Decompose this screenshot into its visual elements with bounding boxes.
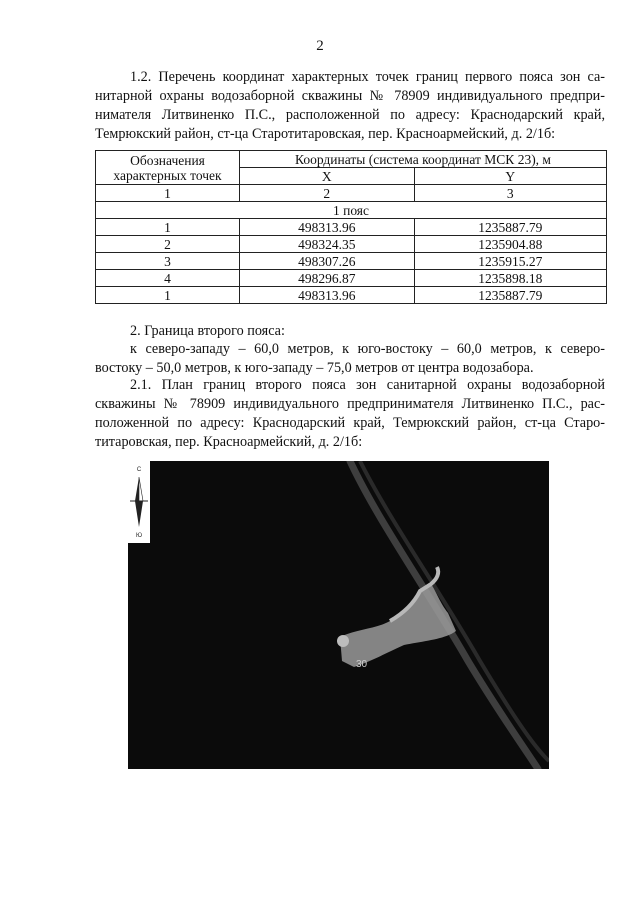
- point-cell: 3: [96, 253, 240, 270]
- table-row: [96, 270, 607, 287]
- x-cell: 498324.35: [240, 236, 415, 253]
- point-cell: 1: [96, 219, 240, 236]
- map-label: 30: [356, 659, 368, 670]
- paragraph-line: положенной по адресу: Краснодарский край, Темрюкский район, ст-ца Старо-: [95, 415, 605, 431]
- section-1-2-paragraph: [95, 68, 605, 144]
- compass-south-label: Ю: [135, 533, 143, 539]
- header-point-designations: Обозначения характерных точек: [96, 151, 240, 185]
- y-cell: 1235887.79: [414, 287, 606, 304]
- section-2-1-paragraph: [95, 376, 605, 452]
- x-cell: 498313.96: [240, 287, 415, 304]
- x-cell: 498307.26: [240, 253, 415, 270]
- paragraph-line: Темрюкский район, ст-ца Старотитаровская, пер. Красноармейский, д. 2/1б:: [95, 126, 556, 142]
- paragraph-line: нитарной охраны водозаборной скважины № 78909 индивидуального предпри-: [95, 88, 605, 104]
- paragraph-line: к северо-западу – 60,0 метров, к юго-востоку – 60,0 метров, к северо-: [130, 341, 605, 357]
- paragraph-line: востоку – 50,0 метров, к юго-западу – 75,0 метров от центра водозабора.: [95, 360, 534, 376]
- page-number: 2: [316, 38, 324, 54]
- paragraph-line: 2.1. План границ второго пояса зон санитарной охраны водозаборной: [130, 377, 605, 393]
- well-point-icon: [337, 635, 349, 647]
- paragraph-line: титаровская, пер. Красноармейский, д. 2/1б:: [95, 434, 363, 450]
- compass-north-label: С: [136, 467, 142, 473]
- y-cell: 1235887.79: [414, 219, 606, 236]
- table-row: [96, 253, 607, 270]
- point-cell: 4: [96, 270, 240, 287]
- point-cell: 1: [96, 287, 240, 304]
- map-graphic: [128, 461, 549, 769]
- section-2-title: 2. Граница второго пояса:: [130, 323, 285, 339]
- table-row: [96, 219, 607, 236]
- column-number: 2: [240, 185, 415, 202]
- x-cell: 498296.87: [240, 270, 415, 287]
- column-number: 3: [414, 185, 606, 202]
- header-y: Y: [414, 168, 606, 185]
- table-row: [96, 287, 607, 304]
- header-coordinates: Координаты (система координат МСК 23), м: [240, 151, 607, 168]
- x-cell: 498313.96: [240, 219, 415, 236]
- header-x: X: [240, 168, 415, 185]
- point-cell: 2: [96, 236, 240, 253]
- y-cell: 1235898.18: [414, 270, 606, 287]
- y-cell: 1235904.88: [414, 236, 606, 253]
- column-number: 1: [96, 185, 240, 202]
- y-cell: 1235915.27: [414, 253, 606, 270]
- paragraph-line: скважины № 78909 индивидуального предпринимателя Литвиненко П.С., рас-: [95, 396, 605, 412]
- paragraph-line: 1.2. Перечень координат характерных точек границ первого пояса зон са-: [130, 69, 605, 85]
- paragraph-line: нимателя Литвиненко П.С., расположенной по адресу: Краснодарский край,: [95, 107, 605, 123]
- road-edge-line: [360, 461, 549, 761]
- coordinates-table: [95, 150, 607, 304]
- site-plan-map: [128, 461, 549, 769]
- section-2-body: [95, 340, 605, 378]
- zone-label: 1 пояс: [96, 202, 607, 219]
- table-row: [96, 236, 607, 253]
